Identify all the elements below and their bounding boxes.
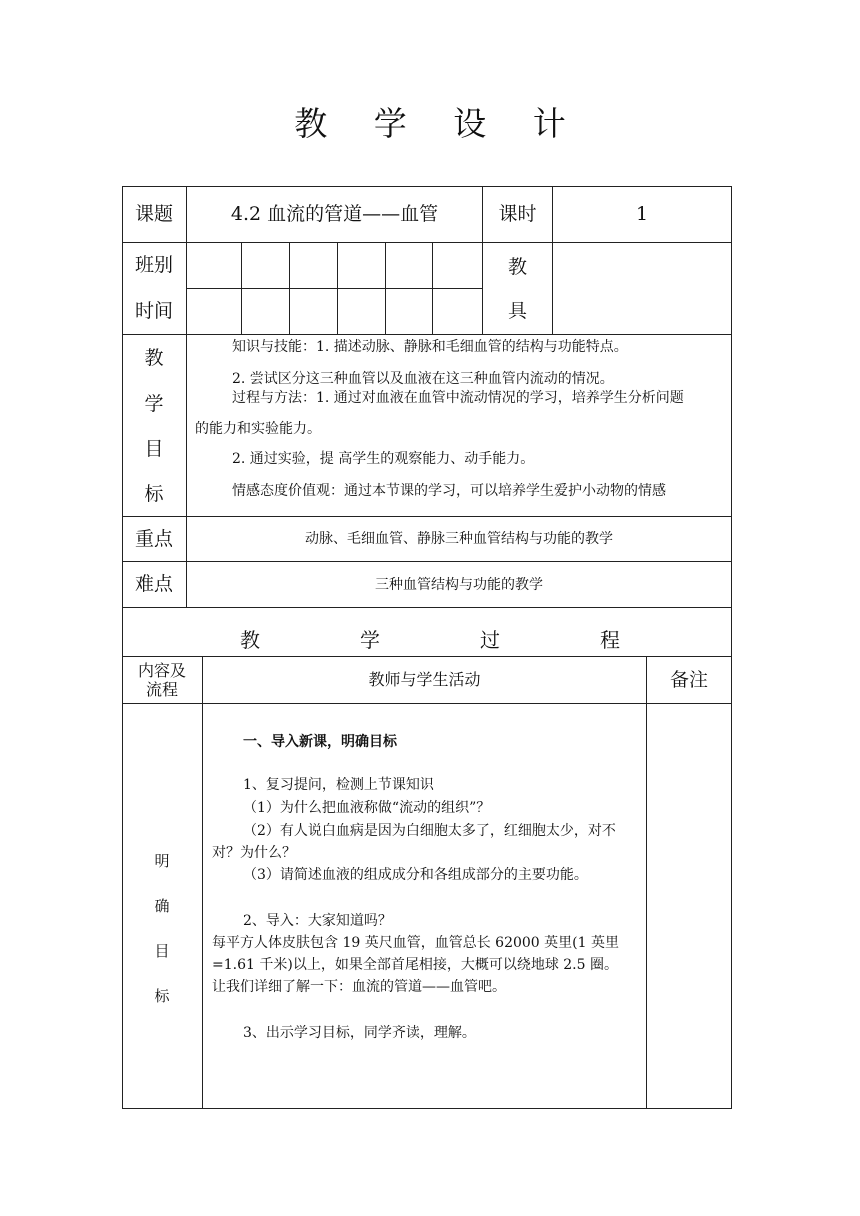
activity-line: 1、复习提问，检测上节课知识 — [243, 777, 434, 793]
activity-line: 3、出示学习目标，同学齐读，理解。 — [243, 1025, 476, 1041]
objectives-label-char: 目 — [144, 437, 164, 460]
section-label-char: 确 — [154, 896, 170, 915]
objective-line: 情感态度价值观：通过本节课的学习，可以培养学生爱护小动物的情感 — [232, 483, 666, 499]
objective-line: 2. 尝试区分这三种血管以及血液在这三种血管内流动的情况。 — [232, 371, 614, 387]
notes-column-header: 备注 — [669, 668, 708, 691]
activity-line: （1）为什么把血液称做“流动的组织”？ — [243, 800, 491, 816]
process-heading — [240, 624, 620, 653]
objectives-label-char: 标 — [144, 482, 164, 505]
activity-line: 让我们详细了解一下：血流的管道——血管吧。 — [212, 979, 506, 995]
process-char: 程 — [600, 628, 620, 652]
objective-line: 过程与方法：1. 通过对血液在血管中流动情况的学习，培养学生分析问题 — [232, 390, 684, 406]
objective-line: 知识与技能：1. 描述动脉、静脉和毛细血管的结构与功能特点。 — [232, 339, 628, 355]
content-column-header — [122, 657, 202, 703]
section-heading: 一、导入新课，明确目标 — [243, 734, 397, 750]
activity-line: （3）请简述血液的组成成分和各组成部分的主要功能。 — [243, 867, 588, 883]
tools-label-2: 具 — [507, 299, 527, 322]
section-label-char: 目 — [154, 941, 170, 960]
process-char: 过 — [480, 628, 500, 652]
objectives-label-char: 教 — [144, 346, 164, 369]
content-header-line: 内容及 — [137, 660, 186, 680]
section-label-char: 明 — [154, 851, 170, 870]
page-title: 教 学 设 计 — [294, 104, 584, 143]
process-char: 学 — [360, 628, 380, 652]
tools-label-1: 教 — [507, 255, 527, 278]
hours-label: 课时 — [498, 203, 537, 225]
content-header-line: 流程 — [145, 680, 178, 699]
activity-column-header: 教师与学生活动 — [368, 670, 481, 689]
topic-value: 4.2 血流的管道——血管 — [230, 203, 439, 225]
time-label: 时间 — [134, 300, 173, 322]
objective-line: 的能力和实验能力。 — [195, 421, 321, 437]
difficulty-label: 难点 — [134, 573, 173, 595]
activity-line: 对？为什么？ — [212, 845, 296, 861]
objective-line: 2. 通过实验，提 高学生的观察能力、动手能力。 — [232, 451, 535, 467]
key-point-value: 动脉、毛细血管、静脉三种血管结构与功能的教学 — [305, 531, 613, 547]
process-char: 教 — [240, 628, 260, 652]
activity-line: 2、导入：大家知道吗？ — [243, 913, 392, 929]
objectives-label-char: 学 — [144, 392, 164, 415]
topic-label: 课题 — [134, 203, 173, 225]
activity-line: 每平方人体皮肤包含 19 英尺血管，血管总长 62000 英里(1 英里 — [212, 935, 619, 951]
activity-line: =1.61 千米)以上，如果全部首尾相接，大概可以绕地球 2.5 圈。 — [212, 957, 618, 973]
difficulty-value: 三种血管结构与功能的教学 — [375, 576, 543, 593]
hours-value: 1 — [635, 203, 649, 225]
key-point-label: 重点 — [134, 527, 173, 550]
class-label: 班别 — [134, 254, 173, 276]
section-label-char: 标 — [154, 986, 170, 1005]
activity-line: （2）有人说白血病是因为白细胞太多了，红细胞太少，对不 — [243, 823, 616, 839]
